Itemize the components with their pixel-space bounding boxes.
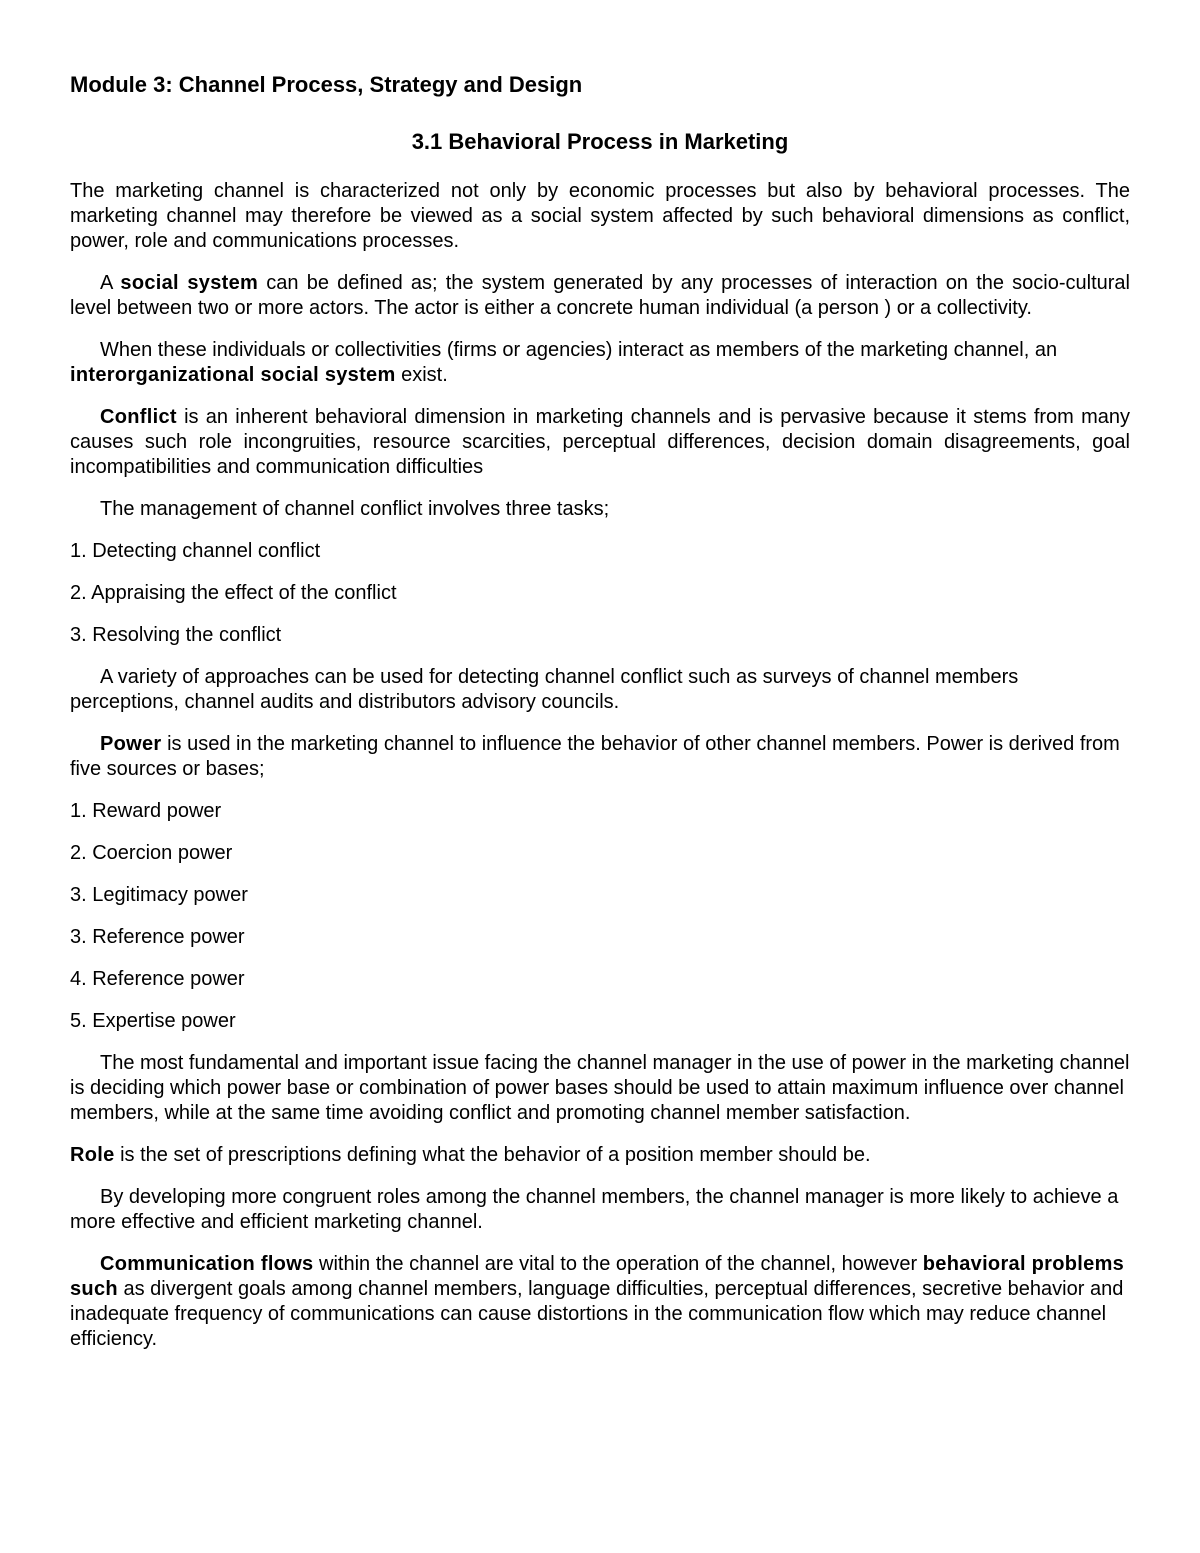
power-term: Power: [100, 733, 162, 755]
power-base-item: 5. Expertise power: [70, 1010, 236, 1032]
power-base-item: 3. Reference power: [70, 926, 245, 948]
social-system-term: social system: [120, 272, 259, 294]
communication-term-1: Communication flows: [100, 1253, 314, 1275]
interorg-paragraph: [70, 338, 1130, 388]
module-title: Module 3: Channel Process, Strategy and Design: [70, 72, 583, 97]
role-paragraph: [70, 1143, 1130, 1168]
interorg-text-1: When these individuals or collectivities (firms or agencies) interact as members of the marketing channel, an: [100, 339, 1058, 361]
interorg-term: interorganizational social system: [70, 364, 396, 386]
social-system-lead: A: [100, 272, 121, 294]
conflict-term: Conflict: [100, 406, 177, 428]
section-title: 3.1 Behavioral Process in Marketing: [411, 129, 789, 154]
conflict-text: is an inherent behavioral dimension in marketing channels and is pervasive because it stems from many causes such role incongruities, resource scarcities, perceptual differences, decision domain disagreements, goal incompatibilities and communication difficulties: [70, 406, 1130, 478]
document-page: [70, 70, 1130, 1369]
power-base-item: 4. Reference power: [70, 968, 245, 990]
power-base-item: 2. Coercion power: [70, 842, 233, 864]
communication-term-2: behavioral problems such: [70, 1253, 1125, 1300]
task-item: 1. Detecting channel conflict: [70, 540, 321, 562]
power-base-item: 1. Reward power: [70, 800, 222, 822]
task-item: 3. Resolving the conflict: [70, 624, 282, 646]
intro-paragraph: The marketing channel is characterized not only by economic processes but also by behavioral processes. The marketing channel may therefore be viewed as a social system affected by such behavioral dimensions as conflict, power, role and communications processes.: [70, 180, 1130, 252]
task-item: 2. Appraising the effect of the conflict: [70, 582, 397, 604]
conflict-paragraph: [70, 405, 1130, 480]
role-term: Role: [70, 1144, 115, 1166]
power-base-item: 3. Legitimacy power: [70, 884, 248, 906]
detecting-paragraph: A variety of approaches can be used for detecting channel conflict such as surveys of channel members perceptions, channel audits and distributors advisory councils.: [70, 666, 1019, 713]
congruent-paragraph: By developing more congruent roles among the channel members, the channel manager is more likely to achieve a more effective and efficient marketing channel.: [70, 1186, 1119, 1233]
communication-text-2: as divergent goals among channel members, language difficulties, perceptual differences, secretive behavior and inadequate frequency of communications can cause distortions in the communication flow which may reduce channel efficiency.: [70, 1278, 1124, 1350]
social-system-text: can be defined as; the system generated by any processes of interaction on the socio-cultural level between two or more actors. The actor is either a concrete human individual (a person ) or a collectivity.: [70, 272, 1130, 319]
management-intro: The management of channel conflict involves three tasks;: [100, 498, 610, 520]
interorg-text-2: exist.: [395, 364, 448, 386]
communication-paragraph: [70, 1252, 1130, 1352]
fundamental-paragraph: The most fundamental and important issue facing the channel manager in the use of power in the marketing channel is deciding which power base or combination of power bases should be used to attain maximum influence over channel members, while at the same time avoiding conflict and promoting channel member satisfaction.: [70, 1052, 1130, 1124]
social-system-paragraph: [70, 271, 1130, 321]
power-text: is used in the marketing channel to influence the behavior of other channel members. Power is derived from five sources or bases;: [70, 733, 1120, 780]
role-text: is the set of prescriptions defining what the behavior of a position member should be.: [114, 1144, 871, 1166]
power-paragraph: [70, 732, 1130, 782]
communication-text-1: within the channel are vital to the operation of the channel, however: [313, 1253, 923, 1275]
